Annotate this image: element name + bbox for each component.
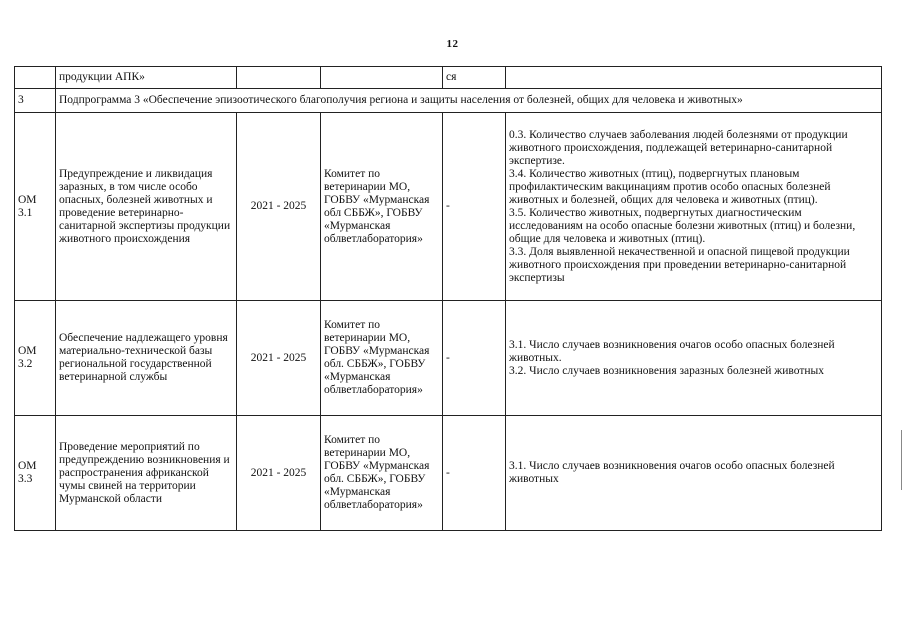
indicator: 3.1. Число случаев возникновения очагов особо опасных болезней животных	[509, 460, 835, 485]
table-row-om-3-3	[15, 416, 882, 531]
indicator: 0.3. Количество случаев заболевания людей болезнями от продукции животного происхождения, подлежащей ветеринарно-санитарной экспертизе.	[509, 128, 848, 167]
measure-period: 2021 - 2025	[237, 301, 321, 416]
subprogram-title: Подпрограмма 3 «Обеспечение эпизоотического благополучия региона и защиты населения от болезней, общих для человека и животных»	[56, 89, 882, 113]
cont-cell-indicators	[506, 67, 882, 89]
measure-indicators	[506, 416, 882, 531]
indicator: 3.3. Доля выявленной некачественной и опасной пищевой продукции животного происхождения при проведении ветеринарно-санитарной экспертизы	[509, 245, 850, 284]
indicator: 3.2. Число случаев возникновения заразных болезней животных	[509, 364, 825, 377]
measure-executor: Комитет по ветеринарии МО, ГОБВУ «Мурманская обл. СББЖ», ГОБВУ «Мурманская облветлаборатория»	[321, 301, 443, 416]
cont-cell-name: продукции АПК»	[56, 67, 237, 89]
subprogram-number: 3	[15, 89, 56, 113]
indicator: 3.4. Количество животных (птиц), подвергнутых плановым профилактическим вакцинациям против особо опасных болезней животных и болезней, общих для человека и животных (птиц).	[509, 167, 831, 206]
measure-dash: -	[443, 301, 506, 416]
measure-executor: Комитет по ветеринарии МО, ГОБВУ «Мурманская обл. СББЖ», ГОБВУ «Мурманская облветлаборатория»	[321, 416, 443, 531]
indicator: 3.5. Количество животных, подвергнутых диагностическим исследованиям на особо опасные болезни животных (птиц) и болезни, общие для человека и животных (птиц).	[509, 206, 856, 245]
measure-indicators	[506, 113, 882, 301]
indicator: 3.1. Число случаев возникновения очагов особо опасных болезней животных.	[509, 338, 835, 364]
measure-period: 2021 - 2025	[237, 416, 321, 531]
measure-name: Предупреждение и ликвидация заразных, в том числе особо опасных, болезней животных и проведение ветеринарно-санитарной экспертизы продукции животного происхождения	[56, 113, 237, 301]
cont-cell-period	[237, 67, 321, 89]
measure-id: ОМ 3.2	[15, 301, 56, 416]
table-row-om-3-2	[15, 301, 882, 416]
subprogram-row	[15, 89, 882, 113]
measure-period: 2021 - 2025	[237, 113, 321, 301]
measure-name: Проведение мероприятий по предупреждению возникновения и распространения африканской чумы свиней на территории Мурманской области	[56, 416, 237, 531]
page-edge-mark	[901, 430, 905, 490]
continuation-row	[15, 67, 882, 89]
measure-id: ОМ 3.1	[15, 113, 56, 301]
cont-cell-other: ся	[443, 67, 506, 89]
page-number: 12	[446, 38, 459, 50]
measure-name: Обеспечение надлежащего уровня материально-технической базы региональной государственной ветеринарной службы	[56, 301, 237, 416]
measure-dash: -	[443, 113, 506, 301]
measures-table	[14, 66, 882, 531]
measure-id: ОМ 3.3	[15, 416, 56, 531]
cont-cell-executor	[321, 67, 443, 89]
cont-cell-id	[15, 67, 56, 89]
measure-executor: Комитет по ветеринарии МО, ГОБВУ «Мурманская обл СББЖ», ГОБВУ «Мурманская облветлаборатория»	[321, 113, 443, 301]
measure-dash: -	[443, 416, 506, 531]
table-row-om-3-1	[15, 113, 882, 301]
measure-indicators	[506, 301, 882, 416]
